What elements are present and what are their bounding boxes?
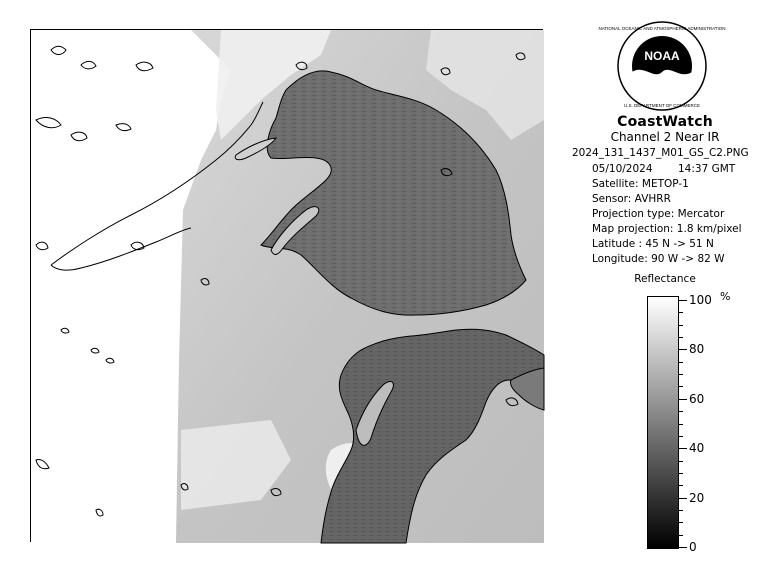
colorbar-minor-tick: [679, 312, 683, 313]
colorbar-minor-tick: [679, 510, 683, 511]
colorbar-minor-tick: [679, 411, 683, 412]
map-projection-label: Map projection: 1.8 km/pixel: [592, 223, 742, 235]
colorbar-minor-tick: [679, 374, 683, 375]
noaa-logo-text: NOAA: [644, 49, 680, 63]
time-label: 14:37 GMT: [678, 163, 736, 175]
colorbar-minor-tick: [679, 473, 683, 474]
colorbar-minor-tick: [679, 461, 683, 462]
colorbar-minor-tick: [679, 362, 683, 363]
date-label: 05/10/2024: [592, 163, 653, 175]
legend-title: Reflectance: [634, 273, 696, 285]
colorbar-tick-label: 20: [689, 491, 705, 505]
reflectance-colorbar: [647, 296, 679, 549]
colorbar-major-tick: [679, 399, 687, 400]
legend-unit: %: [720, 290, 731, 303]
colorbar-tick-label: 40: [689, 441, 705, 455]
colorbar-major-tick: [679, 498, 687, 499]
noaa-logo: [598, 20, 726, 112]
noaa-ring-text-bottom: U.S. DEPARTMENT OF COMMERCE: [623, 103, 701, 108]
colorbar-minor-tick: [679, 386, 683, 387]
colorbar-minor-tick: [679, 485, 683, 486]
map-image: [31, 30, 544, 543]
colorbar-minor-tick: [679, 337, 683, 338]
app-title: CoastWatch: [617, 114, 713, 130]
colorbar-major-tick: [679, 349, 687, 350]
colorbar-tick-label: 0: [689, 540, 697, 554]
colorbar-tick-label: 80: [689, 342, 705, 356]
satellite-label: Satellite: METOP-1: [592, 178, 689, 190]
colorbar-minor-tick: [679, 522, 683, 523]
colorbar-minor-tick: [679, 325, 683, 326]
projection-type-label: Projection type: Mercator: [592, 208, 725, 220]
satellite-map: [30, 29, 543, 542]
colorbar-major-tick: [679, 547, 687, 548]
colorbar-minor-tick: [679, 436, 683, 437]
colorbar-tick-label: 100: [689, 293, 712, 307]
colorbar-minor-tick: [679, 535, 683, 536]
longitude-label: Longitude: 90 W -> 82 W: [592, 253, 725, 265]
colorbar-tick-label: 60: [689, 392, 705, 406]
colorbar-major-tick: [679, 448, 687, 449]
noaa-ring-text-top: NATIONAL OCEANIC AND ATMOSPHERIC ADMINISTRATION: [598, 26, 726, 31]
colorbar-minor-tick: [679, 424, 683, 425]
colorbar-major-tick: [679, 300, 687, 301]
channel-subtitle: Channel 2 Near IR: [610, 130, 720, 144]
filename-label: 2024_131_1437_M01_GS_C2.PNG: [572, 147, 749, 159]
sensor-label: Sensor: AVHRR: [592, 193, 671, 205]
latitude-label: Latitude : 45 N -> 51 N: [592, 238, 714, 250]
